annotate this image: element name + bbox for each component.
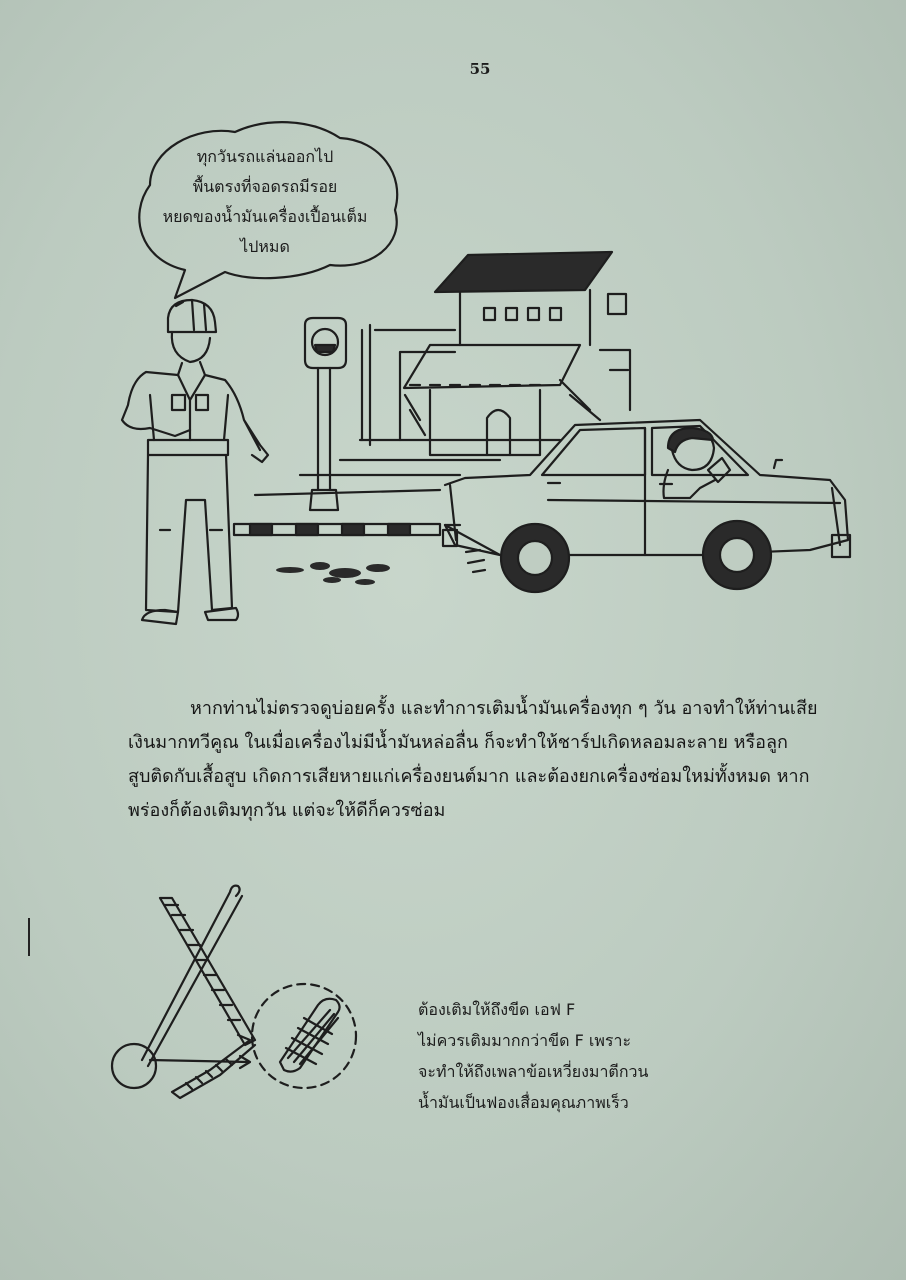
speech-line: หยดของน้ำมันเครื่องเปื้อนเต็ม (162, 207, 368, 226)
speech-bubble-text (150, 142, 380, 262)
margin-mark (28, 918, 30, 956)
caption-line: จะทำให้ถึงเพลาข้อเหวี่ยงมาตีกวน (418, 1062, 649, 1081)
oil-spots (276, 562, 390, 585)
paragraph-line: สูบติดกับเสื้อสูบ เกิดการเสียหายแก่เครื่องยนต์มาก และต้องยกเครื่องซ่อมใหม่ทั้งหมด หาก (128, 766, 810, 787)
caption-line: ต้องเติมให้ถึงขีด เอฟ F (418, 1000, 576, 1019)
curb-illustration (234, 524, 440, 535)
building-illustration (255, 252, 630, 495)
caption-line: น้ำมันเป็นฟองเสื่อมคุณภาพเร็ว (418, 1093, 629, 1112)
paragraph-line: พร่องก็ต้องเติมทุกวัน แต่จะให้ดีก็ควรซ่อม (128, 800, 446, 821)
car-illustration (443, 420, 850, 592)
man-illustration (122, 300, 268, 624)
paragraph-line: หากท่านไม่ตรวจดูบ่อยครั้ง และทำการเติมน้ำมันเครื่องทุก ๆ วัน อาจทำให้ท่านเสีย (190, 698, 818, 719)
speech-line: ทุกวันรถแล่นออกไป (196, 147, 334, 166)
dipstick-caption (418, 994, 748, 1118)
caption-line: ไม่ควรเติมมากกว่าขีด F เพราะ (418, 1031, 632, 1050)
dipstick-diagram (112, 886, 356, 1098)
speech-line: ไปหมด (240, 237, 290, 256)
paragraph-line: เงินมากทวีคูณ ในเมื่อเครื่องไม่มีน้ำมันหล่อลื่น ก็จะทำให้ชาร์ปเกิดหลอมละลาย หรือลูก (128, 732, 788, 753)
speech-line: พื้นตรงที่จอดรถมีรอย (192, 177, 338, 196)
parking-meter-illustration (305, 318, 346, 510)
page-number: 55 (469, 60, 491, 78)
body-paragraph (128, 692, 840, 828)
